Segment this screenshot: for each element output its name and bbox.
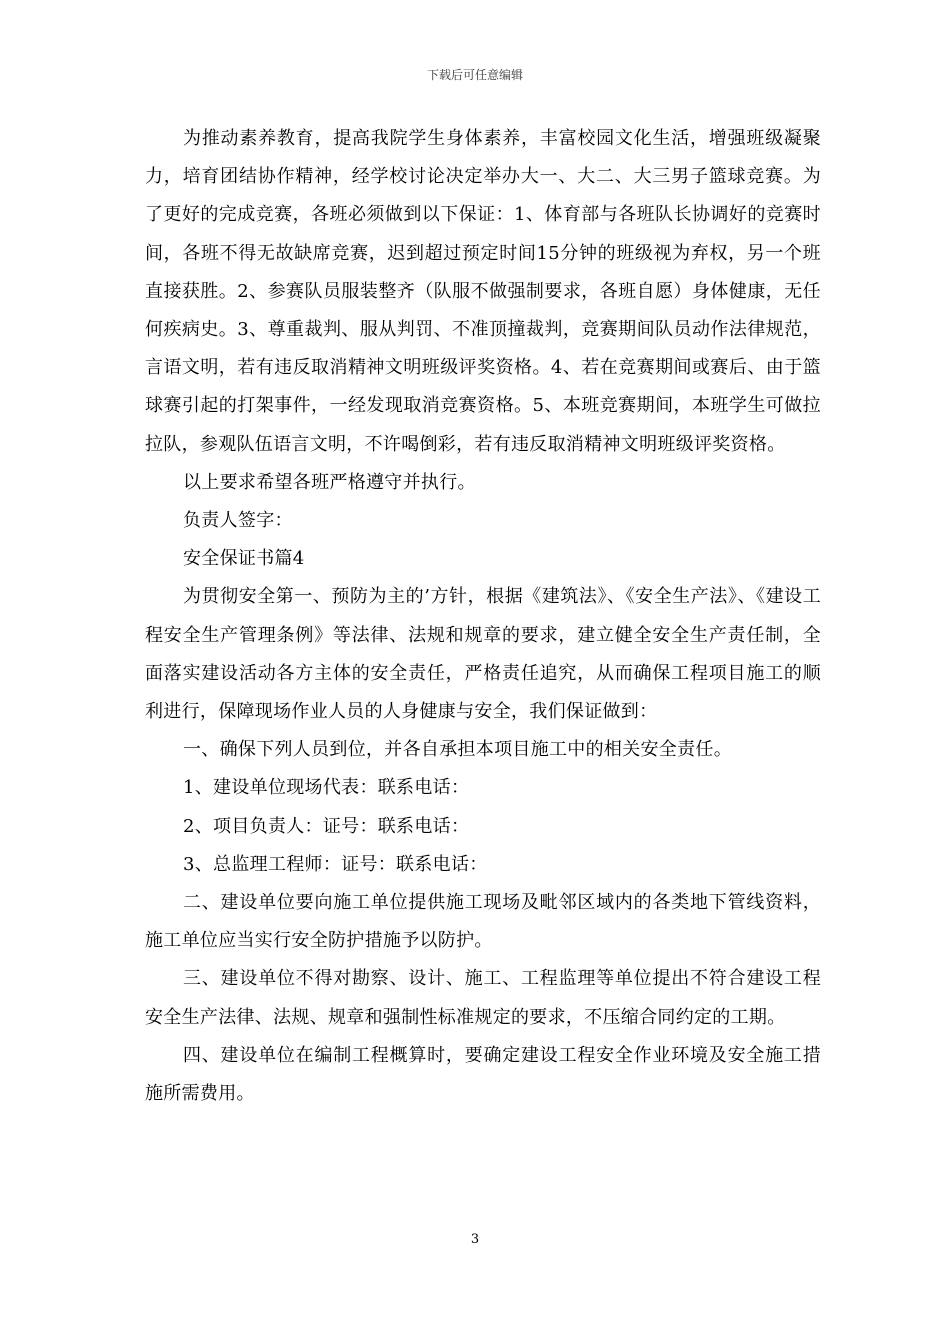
paragraph-item-three: 三、建设单位不得对勘察、设计、施工、工程监理等单位提出不符合建设工程安全生产法律、法规、规章和强制性标准规定的要求，不压缩合同约定的工期。 — [145, 968, 821, 1028]
paragraph-signature-line: 负责人签字： — [183, 510, 293, 532]
paragraph-contact-project-lead: 2、项目负责人：证号：联系电话： — [183, 815, 470, 837]
paragraph-contact-chief-supervisor: 3、总监理工程师：证号：联系电话： — [183, 853, 488, 875]
paragraph-contact-site-rep: 1、建设单位现场代表：联系电话： — [183, 777, 470, 799]
document-body — [145, 120, 821, 1113]
page-header: 下载后可任意编辑 — [426, 68, 523, 82]
section-heading: 安全保证书篇4 — [183, 548, 305, 570]
paragraph-compliance-request: 以上要求希望各班严格遵守并执行。 — [183, 471, 476, 493]
paragraph-item-one: 一、确保下列人员到位，并各自承担本项目施工中的相关安全责任。 — [183, 739, 732, 761]
paragraph-item-four: 四、建设单位在编制工程概算时，要确定建设工程安全作业环境及安全施工措施所需费用。 — [145, 1044, 821, 1105]
paragraph-safety-intro: 为贯彻安全第一、预防为主的’方针，根据《建筑法》、《安全生产法》、《建设工程安全生产管理条例》等法律、法规和规章的要求，建立健全安全生产责任制，全面落实建设活动各方主体的安全责任，严格责任追究，从而确保工程项目施工的顺利进行，保障现场作业人员的人身健康与安全，我们保证做到： — [145, 586, 821, 723]
paragraph-basketball-rules: 为推动素养教育，提高我院学生身体素养，丰富校园文化生活，增强班级凝聚力，培育团结协作精神，经学校讨论决定举办大一、大二、大三男子篮球竞赛。为了更好的完成竞赛，各班必须做到以下保证：1、体育部与各班队长协调好的竞赛时间，各班不得无故缺席竞赛，迟到超过预定时间15分钟的班级视为弃权，另一个班直接获胜。2、参赛队员服装整齐（队服不做强制要求，各班自愿）身体健康，无任何疾病史。3、尊重裁判、服从判罚、不准顶撞裁判，竞赛期间队员动作法律规范，言语文明，若有违反取消精神文明班级评奖资格。4、若在竞赛期间或赛后、由于篮球赛引起的打架事件，一经发现取消竞赛资格。5、本班竞赛期间，本班学生可做拉拉队，参观队伍语言文明，不许喝倒彩，若有违反取消精神文明班级评奖资格。 — [145, 128, 821, 455]
paragraph-item-two: 二、建设单位要向施工单位提供施工现场及毗邻区域内的各类地下管线资料，施工单位应当实行安全防护措施予以防护。 — [145, 892, 821, 952]
page-number: 3 — [470, 1232, 480, 1247]
